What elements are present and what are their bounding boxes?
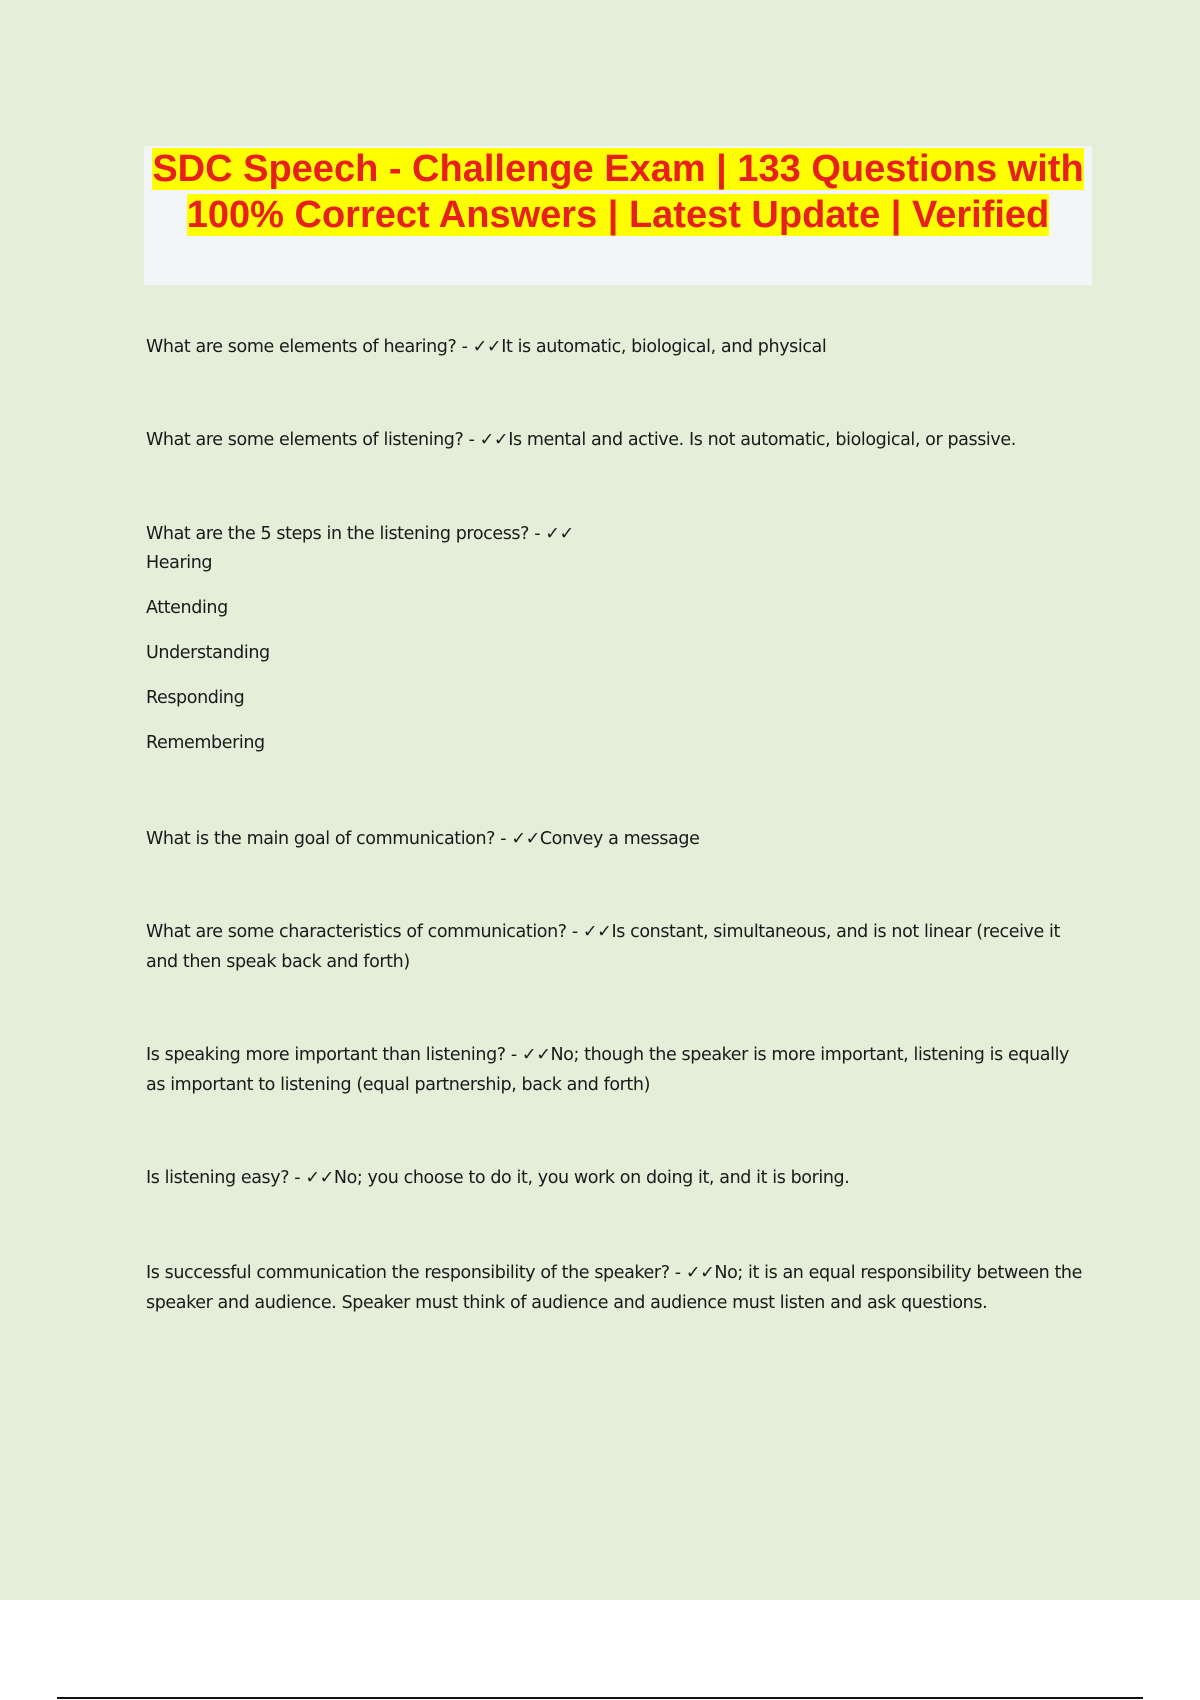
answer-text: No; you choose to do it, you work on doing it, and it is boring. xyxy=(333,1168,850,1188)
qa-item-2 xyxy=(146,425,1086,455)
qa-item-5 xyxy=(146,917,1086,977)
answer-text: Is mental and active. Is not automatic, biological, or passive. xyxy=(508,430,1016,450)
question-text: What are the 5 steps in the listening process? xyxy=(146,524,530,544)
answer-separator: - ✓✓ xyxy=(289,1168,334,1188)
question-text: What is the main goal of communication? xyxy=(146,829,496,849)
qa-item-7 xyxy=(146,1163,1086,1193)
answer-text: No; it is an equal responsibility between the speaker and audience. Speaker must think of audience and audience must listen and ask questions. xyxy=(146,1263,1082,1313)
qa-item-6 xyxy=(146,1040,1086,1100)
list-item: Understanding xyxy=(146,643,270,663)
answer-separator: - ✓✓ xyxy=(566,922,612,942)
answer-separator: - ✓✓ xyxy=(495,829,540,849)
qa-item-4 xyxy=(146,824,1086,854)
question-text: What are some elements of listening? xyxy=(146,430,464,450)
document-title: SDC Speech - Challenge Exam | 133 Questions with 100% Correct Answers | Latest Update | Verified xyxy=(152,148,1084,236)
answer-separator: - ✓✓ xyxy=(669,1263,715,1283)
qa-item-3 xyxy=(146,519,1086,549)
answer-separator: - ✓✓ xyxy=(529,524,574,544)
list-item: Remembering xyxy=(146,733,265,753)
title-banner xyxy=(144,146,1092,285)
question-text: Is successful communication the responsibility of the speaker? xyxy=(146,1263,670,1283)
list-item: Hearing xyxy=(146,553,213,573)
answer-text: Convey a message xyxy=(539,829,700,849)
question-text: Is listening easy? xyxy=(146,1168,290,1188)
answer-separator: - ✓✓ xyxy=(505,1045,551,1065)
answer-text: Is constant, simultaneous, and is not linear (receive it and then speak back and forth) xyxy=(146,922,1060,972)
list-item: Attending xyxy=(146,598,228,618)
list-item: Responding xyxy=(146,688,245,708)
question-text: What are some characteristics of communication? xyxy=(146,922,567,942)
qa-item-8 xyxy=(146,1258,1086,1318)
answer-separator: - ✓✓ xyxy=(456,337,502,357)
question-text: What are some elements of hearing? xyxy=(146,337,457,357)
listening-steps-list xyxy=(146,548,270,773)
answer-text: It is automatic, biological, and physical xyxy=(501,337,827,357)
answer-separator: - ✓✓ xyxy=(463,430,509,450)
footer-divider xyxy=(57,1697,1143,1699)
answer-text: No; though the speaker is more important, listening is equally as important to listening (equal partnership, back and forth) xyxy=(146,1045,1069,1095)
qa-item-1 xyxy=(146,332,1086,362)
question-text: Is speaking more important than listening? xyxy=(146,1045,506,1065)
